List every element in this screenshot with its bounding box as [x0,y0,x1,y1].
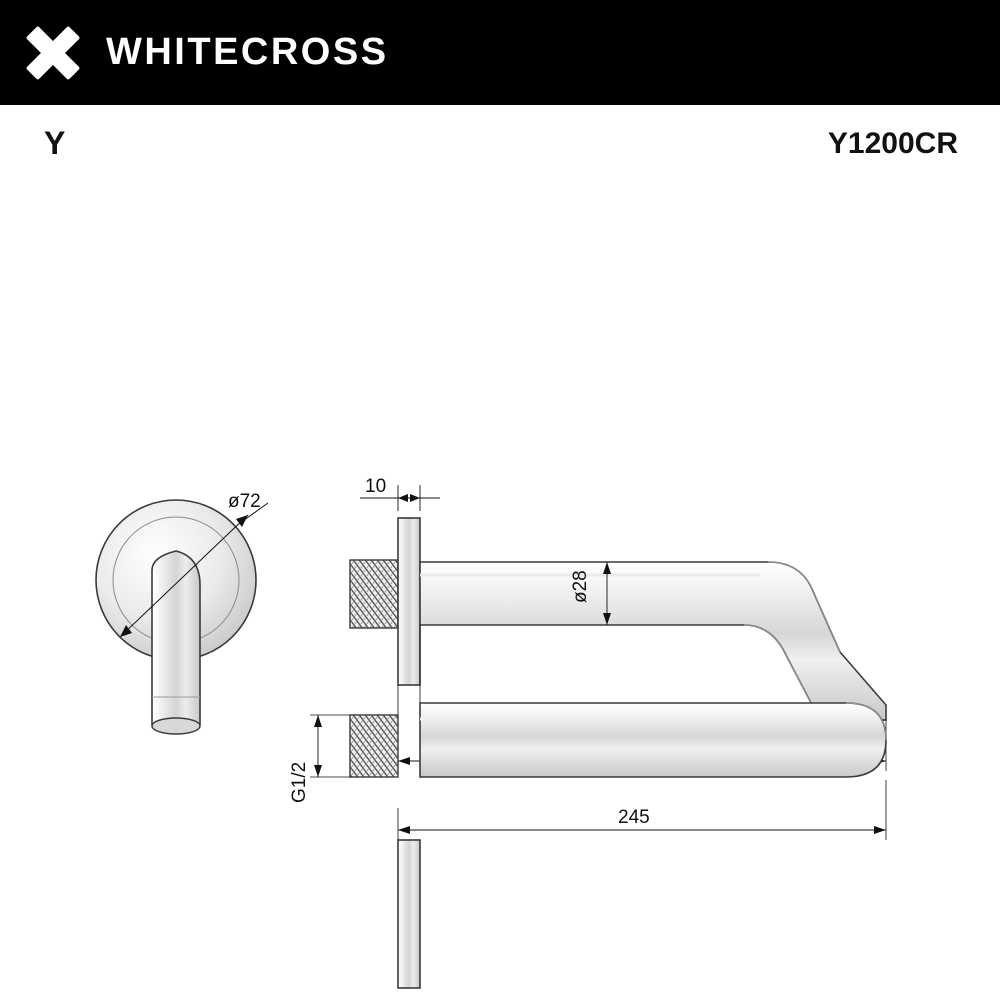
brand-name: WHITECROSS [106,31,389,73]
dim-diameter-28: ø28 [570,570,591,603]
model-code: Y1200CR [827,127,958,160]
dim-thread-g12: G1/2 [289,761,310,803]
title-row [0,105,1000,185]
technical-drawing [0,185,1000,1000]
dim-diameter-72: ø72 [228,491,261,512]
whitecross-x-icon [22,22,84,84]
front-view [96,491,268,734]
top-view-bottom [289,703,886,988]
brand-header [0,0,1000,105]
series-label: Y [44,125,66,161]
dim-length-245: 245 [618,807,650,828]
dim-thickness-10: 10 [365,476,387,497]
